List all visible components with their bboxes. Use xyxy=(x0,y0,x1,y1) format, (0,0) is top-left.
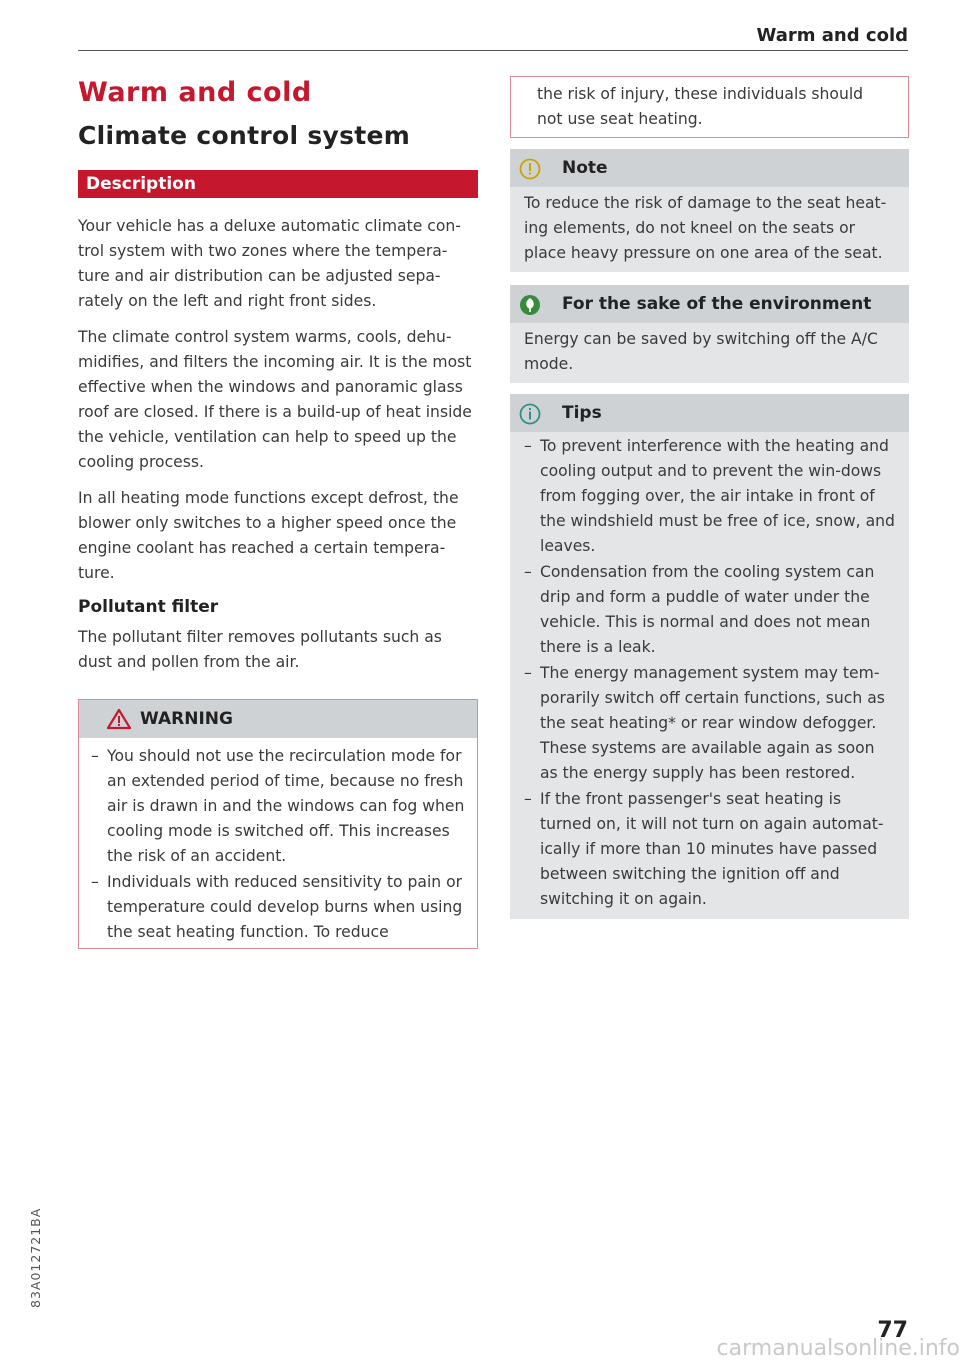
warning-box xyxy=(78,699,478,949)
list-item: – To prevent interference with the heating and cooling output and to prevent the win-dows from fogging over, the air intake in front of the windshield must be free of ice, snow, and leaves. xyxy=(524,434,895,559)
note-header xyxy=(510,149,909,187)
warning-list xyxy=(91,744,465,945)
paragraph: Your vehicle has a deluxe automatic climate con-trol system with two zones where the tempera-ture and air distribution can be adjusted sepa-rately on the left and right front sides. xyxy=(78,217,461,310)
tips-box xyxy=(510,394,909,919)
pollutant-filter-text: The pollutant filter removes pollutants such as dust and pollen from the air. xyxy=(78,628,442,671)
chapter-title: Warm and cold xyxy=(78,77,312,108)
document-code: 83A012721BA xyxy=(28,1207,43,1308)
info-circle-icon xyxy=(519,403,541,425)
leaf-circle-icon xyxy=(519,294,541,316)
list-item: – You should not use the recirculation mode for an extended period of time, because no fresh air is drawn in and the windows can fog when cooling mode is switched off. This increases the risk of an accident. xyxy=(91,744,465,869)
running-title: Warm and cold xyxy=(756,25,908,46)
environment-header xyxy=(510,285,909,323)
right-column xyxy=(510,76,909,919)
environment-box xyxy=(510,285,909,383)
description-bar: Description xyxy=(78,170,478,198)
list-item: – If the front passenger's seat heating is turned on, it will not turn on again automat-ically if more than 10 minutes have passed between switching the ignition off and switching it on again. xyxy=(524,787,895,912)
environment-text: Energy can be saved by switching off the A/C mode. xyxy=(524,330,878,373)
warning-continued-text: the risk of injury, these individuals should not use seat heating. xyxy=(537,85,864,128)
warning-body xyxy=(79,738,477,948)
tips-list xyxy=(524,434,895,912)
paragraph: The climate control system warms, cools, dehu-midifies, and filters the incoming air. It is the most effective when the windows and panoramic glass roof are closed. If there is a build-up of heat inside the vehicle, ventilation can help to speed up the cooling process. xyxy=(78,328,472,471)
watermark: carmanualsonline.info xyxy=(716,1336,960,1361)
running-header xyxy=(78,22,908,51)
page-number: 77 xyxy=(877,1318,908,1343)
list-item: – Condensation from the cooling system can drip and form a puddle of water under the vehicle. This is normal and does not mean there is a leak. xyxy=(524,560,895,660)
exclamation-circle-icon xyxy=(519,158,541,180)
note-label: Note xyxy=(562,158,608,178)
note-body xyxy=(510,187,909,272)
list-item: – The energy management system may tem-porarily switch off certain functions, such as the seat heating* or rear window defogger. These systems are available again as soon as the energy supply has been restored. xyxy=(524,661,895,786)
paragraph: In all heating mode functions except defrost, the blower only switches to a higher speed once the engine coolant has reached a certain tempera-ture. xyxy=(78,489,459,582)
tips-label: Tips xyxy=(562,403,602,423)
tips-header xyxy=(510,394,909,432)
tips-body xyxy=(510,432,909,919)
left-column xyxy=(78,68,478,949)
warning-label: WARNING xyxy=(140,709,233,729)
environment-label: For the sake of the environment xyxy=(562,294,872,314)
warning-header xyxy=(79,700,477,738)
environment-body xyxy=(510,323,909,383)
section-title: Climate control system xyxy=(78,121,411,150)
note-text: To reduce the risk of damage to the seat heat-ing elements, do not kneel on the seats or place heavy pressure on one area of the seat. xyxy=(524,194,887,262)
list-item: – Individuals with reduced sensitivity to pain or temperature could develop burns when using the seat heating function. To reduce xyxy=(91,870,465,945)
pollutant-filter-heading: Pollutant filter xyxy=(78,597,219,617)
note-box xyxy=(510,149,909,272)
warning-triangle-icon xyxy=(106,708,132,730)
warning-continued-box xyxy=(510,76,909,138)
